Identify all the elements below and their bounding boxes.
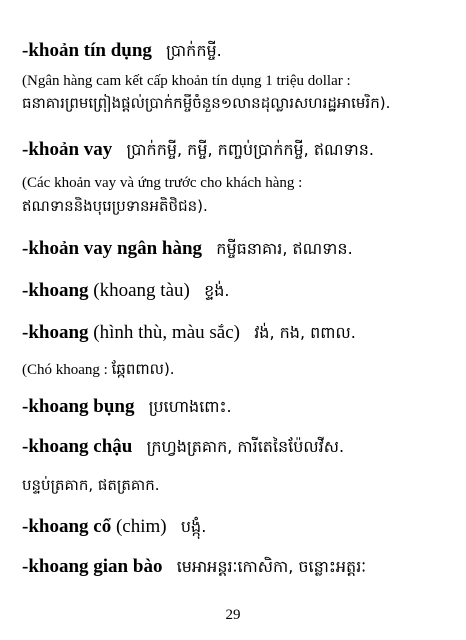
khmer-translation: បង្កុំ. bbox=[180, 517, 207, 536]
usage-note: (khoang tàu) bbox=[93, 280, 190, 301]
headword: -khoang bụng bbox=[22, 396, 135, 417]
page-number: 29 bbox=[225, 607, 241, 623]
entry-khoang-gian-bao bbox=[22, 556, 458, 579]
khmer-translation: វង់, កង, ពពាល. bbox=[254, 323, 356, 342]
headword: -khoang gian bào bbox=[22, 556, 163, 577]
headword: -khoang cổ bbox=[22, 516, 112, 537]
example-line bbox=[22, 360, 458, 379]
entry-khoan-vay bbox=[22, 139, 458, 162]
khmer-translation: មេអាអន្តរៈកោសិកា, ចន្លោះអត្តរៈ bbox=[176, 557, 367, 576]
khmer-translation: ក្រហ្វងត្រគាក, ការីតេនៃប៉ែលវីស. bbox=[146, 437, 345, 456]
entry-khoan-tin-dung bbox=[22, 40, 458, 63]
headword: -khoản tín dụng bbox=[22, 40, 152, 61]
example-vietnamese: (Chó khoang : bbox=[22, 362, 108, 378]
example-khmer: ឥណទាននិងបុរេប្រទានអតិថិជន). bbox=[22, 197, 208, 215]
entry-continuation: បន្ទប់ត្រគាក, ផតត្រគាក. bbox=[22, 476, 160, 494]
headword: -khoang bbox=[22, 322, 89, 343]
usage-note: (hình thù, màu sắc) bbox=[93, 322, 240, 343]
example-khmer: ឆ្កែពពាល). bbox=[111, 360, 175, 378]
headword: -khoang chậu bbox=[22, 436, 133, 457]
example-vietnamese: (Các khoản vay và ứng trước cho khách hàng : bbox=[22, 175, 303, 191]
entry-khoang-bung bbox=[22, 396, 458, 419]
khmer-translation: ប្រហោងពោះ. bbox=[148, 397, 232, 416]
khmer-translation: ខ្ទង់. bbox=[204, 281, 230, 300]
entry-khoang-tau bbox=[22, 280, 458, 303]
entry-khoang-hinh-thu bbox=[22, 322, 458, 345]
headword: -khoản vay ngân hàng bbox=[22, 238, 203, 259]
khmer-translation: ប្រាក់កម្ចី, កម្ចី, កញ្ចប់ប្រាក់កម្ចី, ឥណទាន. bbox=[126, 140, 375, 159]
example-vietnamese: (Ngân hàng cam kết cấp khoản tín dụng 1 triệu dollar : bbox=[22, 73, 351, 89]
headword: -khoản vay bbox=[22, 139, 113, 160]
entry-khoan-vay-ngan-hang bbox=[22, 238, 458, 261]
usage-note: (chim) bbox=[115, 516, 167, 537]
khmer-translation: កម្ចីធនាគារ, ឥណទាន. bbox=[216, 239, 353, 258]
headword: -khoang bbox=[22, 280, 89, 301]
example-khmer: ធនាគារព្រមព្រៀងផ្តល់ប្រាក់កម្ចីចំនួន១លានដុល្លារសហរដ្ឋអាមេរិក). bbox=[22, 94, 391, 112]
khmer-translation: ប្រាក់កម្ចី. bbox=[166, 41, 222, 60]
entry-khoang-co bbox=[22, 516, 458, 539]
entry-khoang-chau bbox=[22, 436, 458, 459]
